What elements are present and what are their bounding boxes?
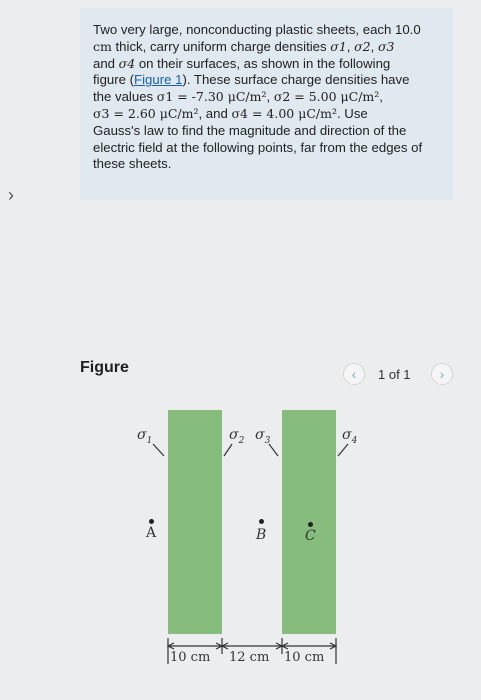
dimension-label-middle: 12 cm [229, 650, 270, 665]
figure-pager [343, 363, 455, 387]
problem-line-4: figure (Figure 1). These surface charge densities have [93, 72, 410, 88]
sigma4-symbol: σ4 [118, 55, 136, 71]
dimension-label-right: 10 cm [284, 650, 325, 665]
sigma3-symbol: σ3 [377, 38, 395, 54]
sigma2-value: σ2 = 5.00 μC/m² [273, 89, 380, 105]
next-figure-button[interactable]: › [431, 363, 453, 385]
problem-line-9: these sheets. [93, 156, 172, 172]
point-a-dot [149, 519, 154, 524]
figure-diagram [130, 400, 370, 675]
dimension-label-left: 10 cm [170, 650, 211, 665]
point-b-label: B [256, 527, 267, 543]
problem-line-6: σ3 = 2.60 μC/m², and σ4 = 4.00 μC/m². Use [93, 105, 368, 121]
sigma3-pointer [269, 444, 278, 456]
sigma2-label: $\sigma_2$ [229, 427, 245, 446]
sigma2-symbol: σ2 [354, 38, 371, 54]
sigma3-value: σ3 = 2.60 μC/m² [93, 105, 199, 121]
sigma4-value: σ4 = 4.00 μC/m² [231, 105, 337, 121]
problem-line-5: the values σ1 = -7.30 μC/m², σ2 = 5.00 μC/m², [93, 89, 383, 105]
point-b-dot [259, 519, 264, 524]
sigma4-label: $\sigma_4$ [342, 427, 358, 446]
sigma1-value: σ1 = -7.30 μC/m² [156, 89, 267, 105]
problem-statement [80, 8, 453, 200]
sigma2-pointer [224, 444, 232, 456]
problem-line-1: Two very large, nonconducting plastic sheets, each 10.0 [93, 22, 421, 37]
problem-line-8: electric field at the following points, far from the edges of [93, 139, 423, 155]
problem-line-3: and σ4 on their surfaces, as shown in the following [93, 55, 391, 71]
page-indicator: 1 of 1 [378, 367, 411, 382]
point-a-label: A [146, 525, 157, 541]
sigma1-symbol: σ1 [330, 38, 347, 54]
point-c-dot [308, 522, 313, 527]
prev-figure-button[interactable]: ‹ [343, 363, 365, 385]
figure-1-link[interactable]: Figure 1 [134, 72, 183, 88]
sigma4-pointer [338, 444, 348, 456]
point-c-label: C [305, 528, 316, 544]
problem-line-2: cm thick, carry uniform charge densities σ1, σ2, σ3 [93, 38, 395, 54]
sigma1-pointer [153, 444, 164, 456]
sigma3-label: $\sigma_3$ [255, 427, 271, 446]
figure-lines [130, 400, 370, 675]
sigma1-label: $\sigma_1$ [137, 427, 153, 446]
problem-line-7: Gauss's law to find the magnitude and direction of the [93, 122, 407, 138]
figure-heading: Figure [80, 359, 129, 376]
previous-chevron-icon[interactable]: › [8, 185, 14, 205]
